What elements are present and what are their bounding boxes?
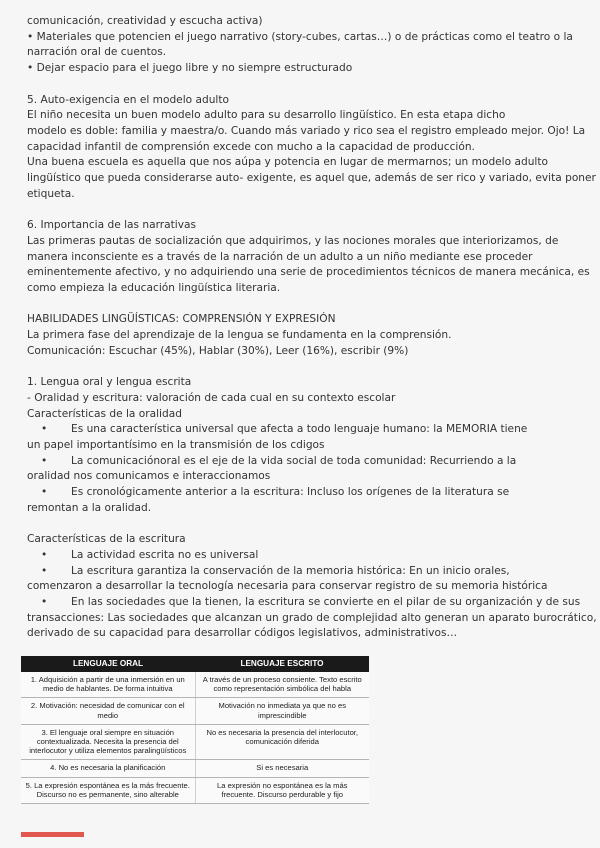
cell-escrito: Si es necesaria: [195, 760, 369, 777]
bullet-line: [27, 485, 577, 501]
table-row: [21, 760, 369, 777]
text-line: etiqueta.: [27, 187, 75, 200]
text-line: Características de la oralidad: [27, 407, 182, 420]
text-line: narración oral de cuentos.: [27, 46, 167, 59]
text-line: comenzaron a desarrollar la tecnología necesaria para conservar registro de su memoria histórica: [27, 580, 548, 593]
blank-line: [27, 297, 577, 313]
table-row: [21, 777, 369, 803]
table-row: [21, 724, 369, 760]
bullet-line: [27, 454, 577, 470]
text-line: 1. Lengua oral y lengua escrita: [27, 376, 192, 389]
text-line: • Dejar espacio para el juego libre y no siempre estructurado: [27, 62, 353, 75]
cell-oral: 3. El lenguaje oral siempre en situación contextualizada. Necesita la presencia del interlocutor y utiliza elementos paralingüísticos: [21, 724, 195, 760]
cell-escrito: A través de un proceso consiente. Texto escrito como representación simbólica del habla: [195, 672, 369, 698]
bullet-text: La comunicaciónoral es el eje de la vida social de toda comunidad: Recurriendo a la: [71, 454, 517, 467]
cell-escrito: La expresión no espontánea es la más frecuente. Discurso perdurable y fijo: [195, 777, 369, 803]
red-underline-decoration: [21, 832, 84, 837]
text-line: Las primeras pautas de socialización que adquirimos, y las nociones morales que interiorizamos, de: [27, 234, 559, 247]
bullet-line: [27, 595, 581, 611]
blank-line: [27, 77, 577, 93]
text-line: modelo es doble: familia y maestra/o. Cuando más variado y rico sea el registro empleado mejor. Ojo! La: [27, 124, 586, 137]
bullet-text: La escritura garantiza la conservación de la memoria histórica: En un inicio orales,: [71, 564, 510, 577]
bullet-text: La actividad escrita no es universal: [71, 548, 259, 561]
blank-line: [27, 202, 577, 218]
text-line: remontan a la oralidad.: [27, 501, 152, 514]
text-line: 6. Importancia de las narrativas: [27, 219, 196, 232]
text-line: lingüístico que pueda considerarse auto- exigente, es aquel que, además de ser rico y variado, evita poner: [27, 172, 596, 185]
text-line: transacciones: Las sociedades que alcanzan un grado de complejidad alto generan un aparato burocrático,: [27, 611, 597, 624]
table-header-row: [21, 656, 369, 672]
text-line: manera inconsciente es a través de la narración de un adulto a un niño mediante ese proceder: [27, 250, 533, 263]
cell-oral: 1. Adquisición a partir de una inmersión en un medio de hablantes. De forma intuitiva: [21, 672, 195, 698]
document-body: [27, 14, 597, 642]
table-row: [21, 672, 369, 698]
blank-line: [27, 516, 577, 532]
text-line: capacidad infantil de comprensión excede con mucho a la capacidad de producción.: [27, 140, 475, 153]
cell-oral: 4. No es necesaria la planificación: [21, 760, 195, 777]
text-line: comunicación, creatividad y escucha activa): [27, 15, 263, 27]
text-line: La primera fase del aprendizaje de la lengua se fundamenta en la comprensión.: [27, 329, 452, 342]
header-oral: LENGUAJE ORAL: [21, 656, 195, 672]
text-line: Comunicación: Escuchar (45%), Hablar (30%), Leer (16%), escribir (9%): [27, 344, 409, 357]
text-line: oralidad nos comunicamos e interaccionamos: [27, 470, 271, 483]
text-line: - Oralidad y escritura: valoración de cada cual en su contexto escolar: [27, 391, 396, 404]
text-line: HABILIDADES LINGÜÍSTICAS: COMPRENSIÓN Y EXPRESIÓN: [27, 313, 336, 326]
text-line: eminentemente afectivo, y no adquiriendo una serie de procedimientos técnicos de manera mecánica, es: [27, 266, 590, 279]
text-line: • Materiales que potencien el juego narrativo (story-cubes, cartas…) o de prácticas como el teatro o la: [27, 30, 573, 43]
table-row: [21, 698, 369, 724]
text-line: como empieza la educación lingüística literaria.: [27, 281, 281, 294]
bullet-line: [27, 548, 577, 564]
cell-escrito: No es necesaria la presencia del interlocutor, comunicación diferida: [195, 724, 369, 760]
text-line: Una buena escuela es aquella que nos aúpa y potencia en lugar de mermarnos; un modelo adulto: [27, 156, 548, 169]
bullet-line: [27, 564, 577, 580]
cell-oral: 2. Motivación: necesidad de comunicar con el medio: [21, 698, 195, 724]
cell-escrito: Motivación no inmediata ya que no es imprescindible: [195, 698, 369, 724]
comparison-table: [21, 656, 369, 804]
bullet-line: [27, 422, 577, 438]
text-line: 5. Auto-exigencia en el modelo adulto: [27, 93, 229, 106]
bullet-text: Es una característica universal que afecta a todo lenguaje humano: la MEMORIA tiene: [71, 423, 528, 436]
text-line: derivado de su capacidad para desarrollar códigos legislativos, administrativos…: [27, 627, 458, 640]
text-line: Características de la escritura: [27, 533, 186, 546]
header-escrito: LENGUAJE ESCRITO: [195, 656, 369, 672]
bullet-text: En las sociedades que la tienen, la escritura se convierte en el pilar de su organización y de sus: [71, 595, 581, 608]
cell-oral: 5. La expresión espontánea es la más frecuente. Discurso no es permanente, sino alterable: [21, 777, 195, 803]
blank-line: [27, 359, 577, 375]
text-line: El niño necesita un buen modelo adulto para su desarrollo lingüístico. En esta etapa dicho: [27, 109, 506, 122]
bullet-text: Es cronológicamente anterior a la escritura: Incluso los orígenes de la literatura se: [71, 486, 510, 499]
text-line: un papel importantísimo en la transmisión de los cdigos: [27, 438, 325, 451]
